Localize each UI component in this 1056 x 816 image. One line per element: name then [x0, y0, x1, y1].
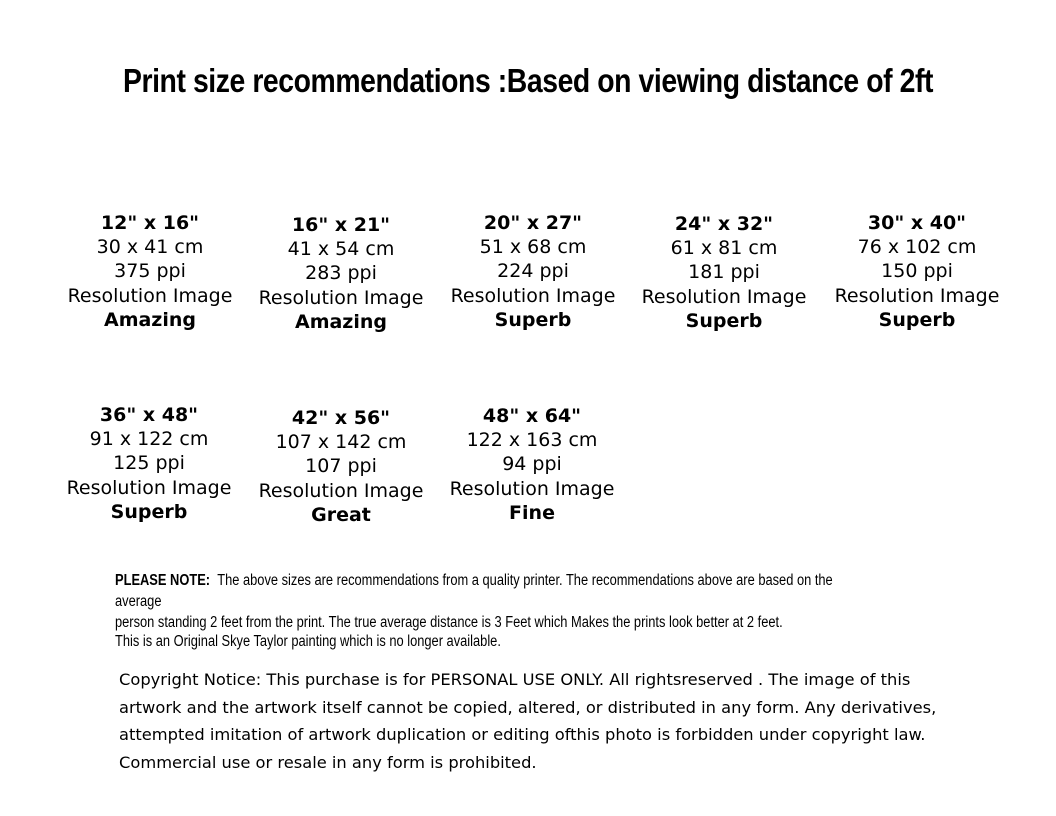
- copyright-line-3: attempted imitation of artwork duplication or editing ofthis photo is forbidden under copyright law.: [119, 725, 926, 744]
- size-cm: 41 x 54 cm: [287, 238, 395, 261]
- size-inches: 16" x 21": [291, 214, 391, 236]
- copyright-line-1: Copyright Notice: This purchase is for PERSONAL USE ONLY. All rightsreserved . The image of this: [119, 670, 911, 689]
- note-text-1: The above sizes are recommendations from a quality printer. The recommendations above are based on the average: [115, 572, 833, 610]
- quality-rating: Superb: [494, 308, 572, 331]
- size-inches: 48" x 64": [482, 405, 582, 427]
- size-ppi: 125 ppi: [113, 452, 185, 475]
- size-card-48x64: [442, 404, 622, 525]
- resolution-label: Resolution Image: [66, 476, 232, 499]
- size-card-36x48: [59, 403, 239, 524]
- size-card-12x16: [60, 211, 240, 332]
- please-note: [115, 570, 862, 633]
- size-cm: 91 x 122 cm: [89, 428, 209, 451]
- note-heading: PLEASE NOTE:: [115, 572, 211, 589]
- quality-rating: Great: [311, 503, 371, 526]
- size-inches: 20" x 27": [483, 212, 583, 234]
- size-inches: 36" x 48": [99, 404, 199, 426]
- resolution-label: Resolution Image: [450, 284, 616, 307]
- size-cm: 61 x 81 cm: [670, 237, 778, 260]
- size-ppi: 94 ppi: [502, 453, 562, 476]
- size-cm: 107 x 142 cm: [275, 431, 407, 454]
- size-card-16x21: [251, 213, 431, 334]
- size-ppi: 283 ppi: [305, 262, 377, 285]
- size-ppi: 181 ppi: [688, 261, 760, 284]
- size-ppi: 375 ppi: [114, 260, 186, 283]
- copyright-line-4: Commercial use or resale in any form is prohibited.: [119, 752, 537, 772]
- size-card-20x27: [443, 211, 623, 332]
- resolution-label: Resolution Image: [258, 286, 424, 309]
- size-ppi: 107 ppi: [305, 455, 377, 478]
- size-cm: 122 x 163 cm: [466, 429, 598, 452]
- size-ppi: 224 ppi: [497, 260, 569, 283]
- page-title: Print size recommendations :Based on viewing distance of 2ft: [122, 62, 934, 99]
- size-card-42x56: [251, 406, 431, 527]
- size-cm: 51 x 68 cm: [479, 236, 587, 259]
- size-inches: 30" x 40": [867, 212, 967, 234]
- quality-rating: Superb: [878, 308, 956, 331]
- quality-rating: Superb: [110, 500, 188, 523]
- size-cm: 76 x 102 cm: [857, 236, 977, 259]
- note-text-2: person standing 2 feet from the print. The true average distance is 3 Feet which Makes the prints look better at 2 feet.: [115, 614, 783, 631]
- size-cm: 30 x 41 cm: [96, 236, 204, 259]
- size-card-30x40: [827, 211, 1007, 332]
- quality-rating: Amazing: [103, 308, 197, 331]
- resolution-label: Resolution Image: [67, 284, 233, 307]
- quality-rating: Fine: [509, 501, 555, 524]
- size-card-24x32: [634, 212, 814, 333]
- copyright-notice: [119, 666, 949, 776]
- resolution-label: Resolution Image: [449, 477, 615, 500]
- resolution-label: Resolution Image: [258, 479, 424, 502]
- size-ppi: 150 ppi: [881, 260, 953, 283]
- size-inches: 12" x 16": [100, 212, 200, 234]
- note-line-1: [115, 570, 862, 612]
- original-painting-note: This is an Original Skye Taylor painting which is no longer available.: [115, 633, 501, 650]
- quality-rating: Amazing: [294, 310, 388, 333]
- resolution-label: Resolution Image: [641, 285, 807, 308]
- size-inches: 42" x 56": [291, 407, 391, 429]
- quality-rating: Superb: [685, 309, 763, 332]
- copyright-line-2: artwork and the artwork itself cannot be copied, altered, or distributed in any form. Any derivatives,: [119, 697, 937, 717]
- size-inches: 24" x 32": [674, 213, 774, 235]
- resolution-label: Resolution Image: [834, 284, 1000, 307]
